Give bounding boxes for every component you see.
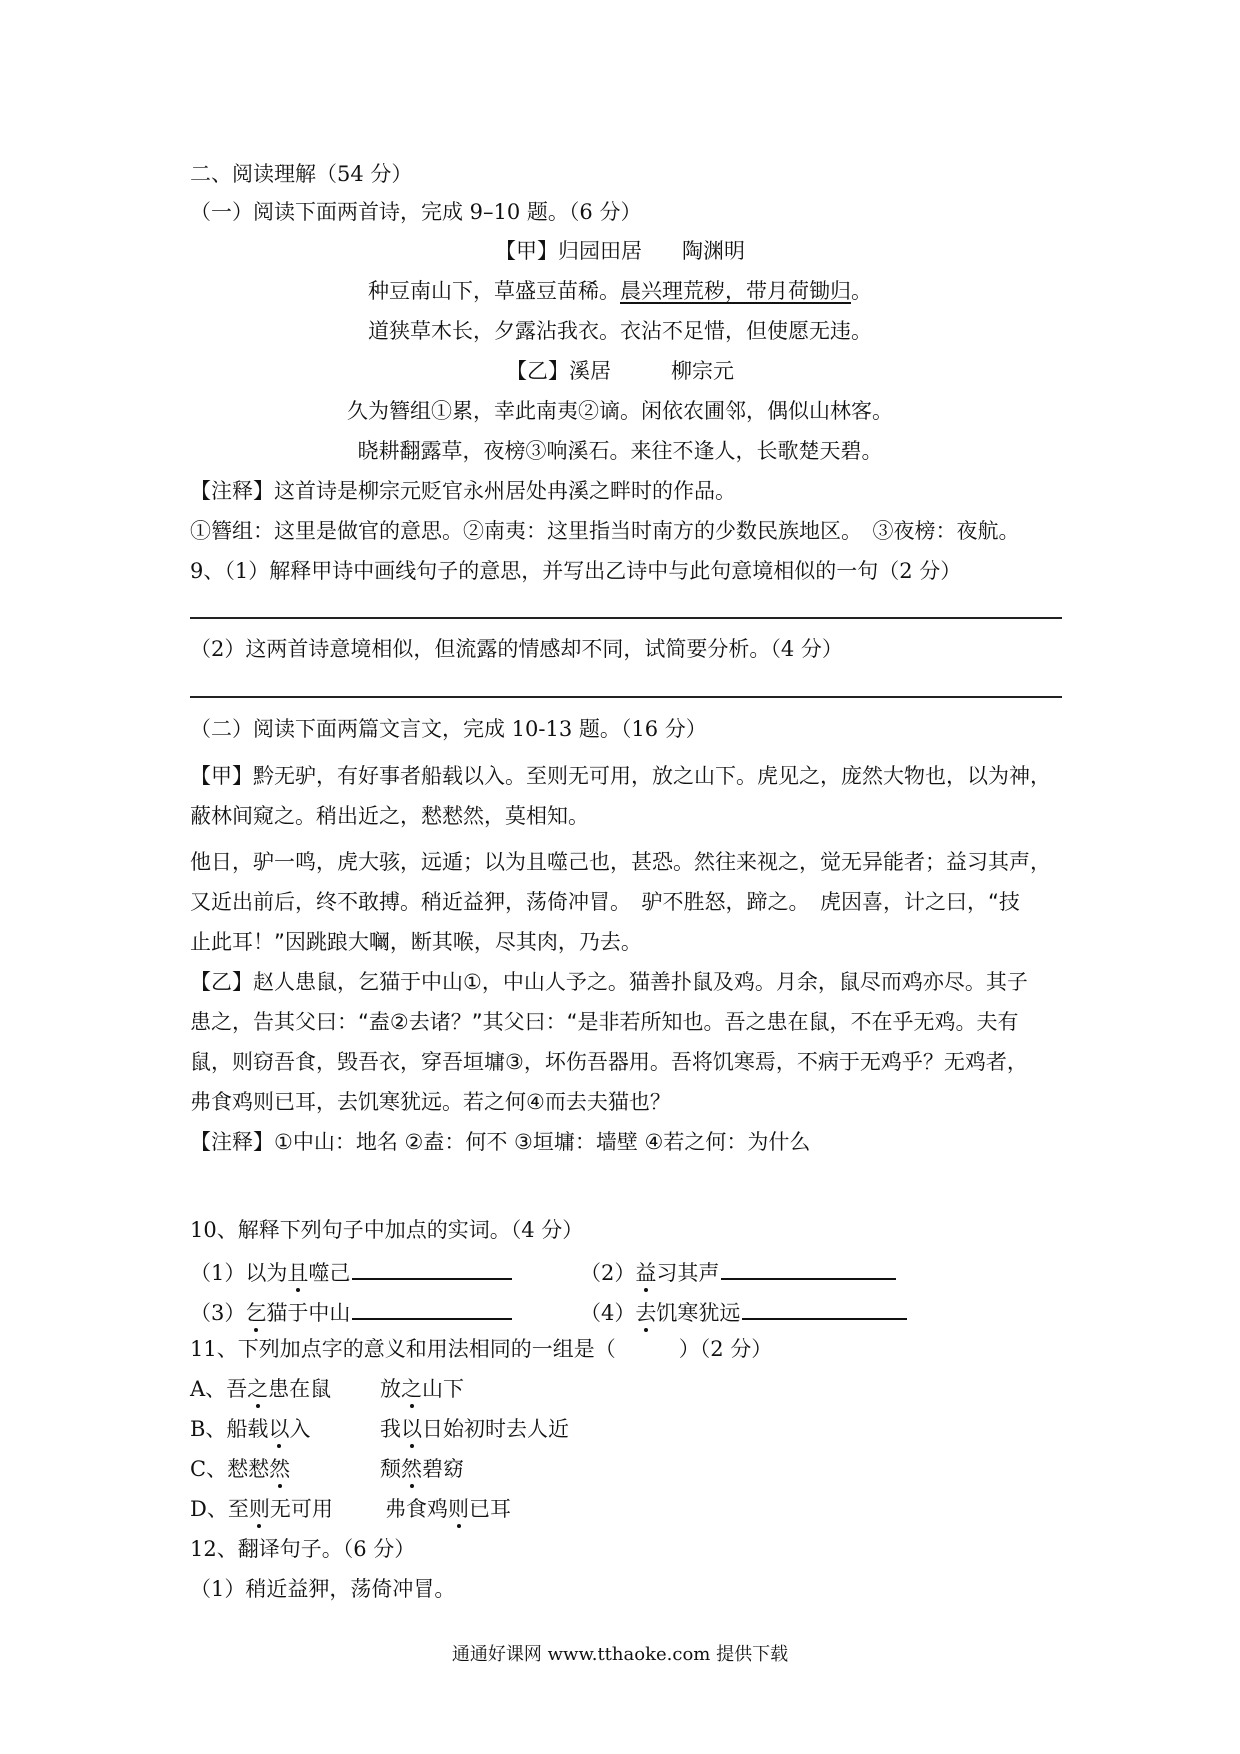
q11-option-c-second-post: 碧窈	[422, 1457, 464, 1481]
q11-option-d[interactable]	[190, 1495, 333, 1523]
q11-option-d-letter: D、	[190, 1497, 228, 1521]
q11-option-b-letter: B、	[190, 1417, 227, 1441]
q10-item-2-pre: （2）	[580, 1261, 636, 1285]
q10-item-2-dotted-word: 益	[635, 1261, 657, 1285]
q10-item-1	[190, 1256, 512, 1287]
q11-option-a-second-pre: 放	[380, 1377, 401, 1401]
poem-a-label: 【甲】	[495, 239, 558, 263]
q11-option-c-first-pre: 慭慭	[227, 1457, 270, 1481]
q11-option-a-letter: A、	[190, 1377, 227, 1401]
text-b-line4: 弗食鸡则已耳，去饥寒犹远。若之何④而去夫猫也？	[190, 1090, 671, 1114]
q12-item-1: （1）稍近益狎，荡倚冲冒。	[190, 1577, 456, 1601]
q10-item-2-post: 习其声	[656, 1261, 720, 1285]
text-a-line3: 他日，驴一鸣，虎大骇，远遁；以为且噬己也，甚恐。然往来视之，觉无异能者；益习其声，	[190, 850, 1051, 874]
q11-option-a-first-pre: 吾	[226, 1377, 248, 1401]
question-11-title: 11、下列加点字的意义和用法相同的一组是（ ）（2 分）	[190, 1337, 773, 1361]
q11-option-c-second-dotted: 然	[401, 1457, 422, 1481]
poem-b-label: 【乙】	[506, 359, 569, 383]
q10-item-4-blank[interactable]	[742, 1296, 907, 1320]
q11-option-b-second	[380, 1415, 569, 1443]
page-footer: 通通好课网 www.tthaoke.com 提供下载	[451, 1644, 789, 1665]
q11-option-b-second-dotted: 以	[401, 1417, 422, 1441]
poem-b-line2: 晓耕翻露草，夜榜③响溪石。来往不逢人，长歌楚天碧。	[357, 439, 883, 463]
q11-option-b-second-pre: 我	[380, 1417, 401, 1441]
poem-a-line1-post: 。	[851, 279, 872, 303]
q11-option-c-letter: C、	[190, 1457, 228, 1481]
poem-b-line1: 久为簪组①累，幸此南夷②谪。闲依农圃邻，偶似山林客。	[347, 399, 893, 423]
q10-item-2-blank[interactable]	[721, 1256, 896, 1280]
q11-option-b-first-post: 入	[289, 1417, 311, 1441]
q11-option-c-second-pre: 颓	[380, 1457, 401, 1481]
q11-option-d-second-dotted: 则	[448, 1497, 469, 1521]
poem-a-line2: 道狭草木长，夕露沾我衣。衣沾不足惜，但使愿无违。	[368, 319, 872, 343]
poem-a-author: 陶渊明	[682, 239, 745, 263]
q10-item-4-post: 饥寒犹远	[656, 1301, 741, 1325]
poem-a-title: 归园田居	[558, 239, 642, 263]
q10-item-1-blank[interactable]	[352, 1256, 512, 1280]
q10-item-3-blank[interactable]	[352, 1296, 512, 1320]
q11-option-a-second	[380, 1375, 464, 1403]
question-12-title: 12、翻译句子。（6 分）	[190, 1537, 416, 1561]
q11-option-b-second-post: 日始初时去人近	[422, 1417, 569, 1441]
poem-a-line1-pre: 种豆南山下，草盛豆苗稀。	[368, 279, 620, 303]
poem-note-title: 【注释】这首诗是柳宗元贬官永州居处冉溪之畔时的作品。	[190, 479, 736, 503]
q10-item-3	[190, 1296, 512, 1327]
poem-a-line1	[0, 277, 1240, 305]
q11-option-a[interactable]	[190, 1375, 331, 1403]
text-a-line1: 【甲】黔无驴，有好事者船载以入。至则无可用，放之山下。虎见之，庞然大物也，以为神，	[190, 764, 1051, 788]
part1-instruction: （一）阅读下面两首诗，完成 9–10 题。（6 分）	[190, 200, 642, 224]
q10-item-4-pre: （4）	[580, 1301, 636, 1325]
q11-option-d-first-pre: 至	[227, 1497, 249, 1521]
q11-option-c[interactable]	[190, 1455, 290, 1483]
q10-item-1-dotted-word: 且	[287, 1261, 309, 1285]
text-b-line1: 【乙】赵人患鼠，乞猫于中山①，中山人予之。猫善扑鼠及鸡。月余，鼠尽而鸡亦尽。其子	[190, 970, 1028, 994]
poem-a-heading	[0, 237, 1240, 265]
question-9-2: （2）这两首诗意境相似，但流露的情感却不同，试简要分析。（4 分）	[190, 637, 843, 661]
q11-option-a-first-dotted: 之	[247, 1377, 269, 1401]
q11-option-a-second-post: 山下	[422, 1377, 464, 1401]
q11-option-d-first-dotted: 则	[248, 1497, 270, 1521]
q11-option-d-second-pre: 弗食鸡	[385, 1497, 448, 1521]
q11-option-d-first-post: 无可用	[269, 1497, 333, 1521]
q10-item-3-pre: （3）	[190, 1301, 246, 1325]
answer-line-9-2[interactable]	[190, 696, 1062, 698]
q10-item-1-pre: （1）以为	[190, 1261, 288, 1285]
answer-line-9-1[interactable]	[190, 617, 1062, 619]
text-notes: 【注释】①中山：地名 ②盍：何不 ③垣墉：墙壁 ④若之何：为什么	[190, 1130, 811, 1154]
q10-item-4-dotted-word: 去	[635, 1301, 657, 1325]
question-10-title: 10、解释下列句子中加点的实词。（4 分）	[190, 1218, 584, 1242]
q10-item-1-post: 噬己	[308, 1261, 351, 1285]
text-b-line2: 患之，告其父曰：“盍②去诸？”其父曰：“是非若所知也。吾之患在鼠，不在乎无鸡。夫有	[190, 1010, 1019, 1034]
q10-item-4	[580, 1296, 907, 1327]
part2-instruction: （二）阅读下面两篇文言文，完成 10-13 题。（16 分）	[190, 717, 707, 741]
poem-a-underlined-sentence: 晨兴理荒秽，带月荷锄归	[620, 279, 851, 303]
q11-option-d-second	[385, 1495, 511, 1523]
poem-b-author: 柳宗元	[671, 359, 734, 383]
poem-b-title: 溪居	[569, 359, 611, 383]
poem-notes: ①簪组：这里是做官的意思。②南夷：这里指当时南方的少数民族地区。 ③夜榜：夜航。	[190, 519, 1020, 543]
q11-option-a-first-post: 患在鼠	[268, 1377, 332, 1401]
text-a-line2: 蔽林间窥之。稍出近之，慭慭然，莫相知。	[190, 804, 589, 828]
q11-option-a-second-dotted: 之	[401, 1377, 422, 1401]
question-9-1: 9、（1）解释甲诗中画线句子的意思，并写出乙诗中与此句意境相似的一句（2 分）	[190, 559, 962, 583]
q11-option-b-first-dotted: 以	[268, 1417, 290, 1441]
text-b-line3: 鼠，则窃吾食，毁吾衣，穿吾垣墉③，坏伤吾器用。吾将饥寒焉，不病于无鸡乎？无鸡者，	[190, 1050, 1028, 1074]
section-title: 二、阅读理解（54 分）	[190, 162, 413, 186]
q10-item-3-dotted-word: 乞	[245, 1301, 267, 1325]
q11-option-b-first-pre: 船载	[226, 1417, 269, 1441]
q10-item-2	[580, 1256, 896, 1287]
q11-option-d-second-post: 已耳	[469, 1497, 511, 1521]
text-a-line5: 止此耳！”因跳踉大㘎，断其喉，尽其肉，乃去。	[190, 930, 642, 954]
poem-b-heading	[0, 357, 1240, 385]
q11-option-c-second	[380, 1455, 464, 1483]
q11-option-c-first-dotted: 然	[269, 1457, 291, 1481]
q11-option-b[interactable]	[190, 1415, 310, 1443]
q10-item-3-post: 猫于中山	[266, 1301, 351, 1325]
text-a-line4: 又近出前后，终不敢搏。稍近益狎，荡倚冲冒。 驴不胜怒，蹄之。 虎因喜，计之曰，“技	[190, 890, 1020, 914]
